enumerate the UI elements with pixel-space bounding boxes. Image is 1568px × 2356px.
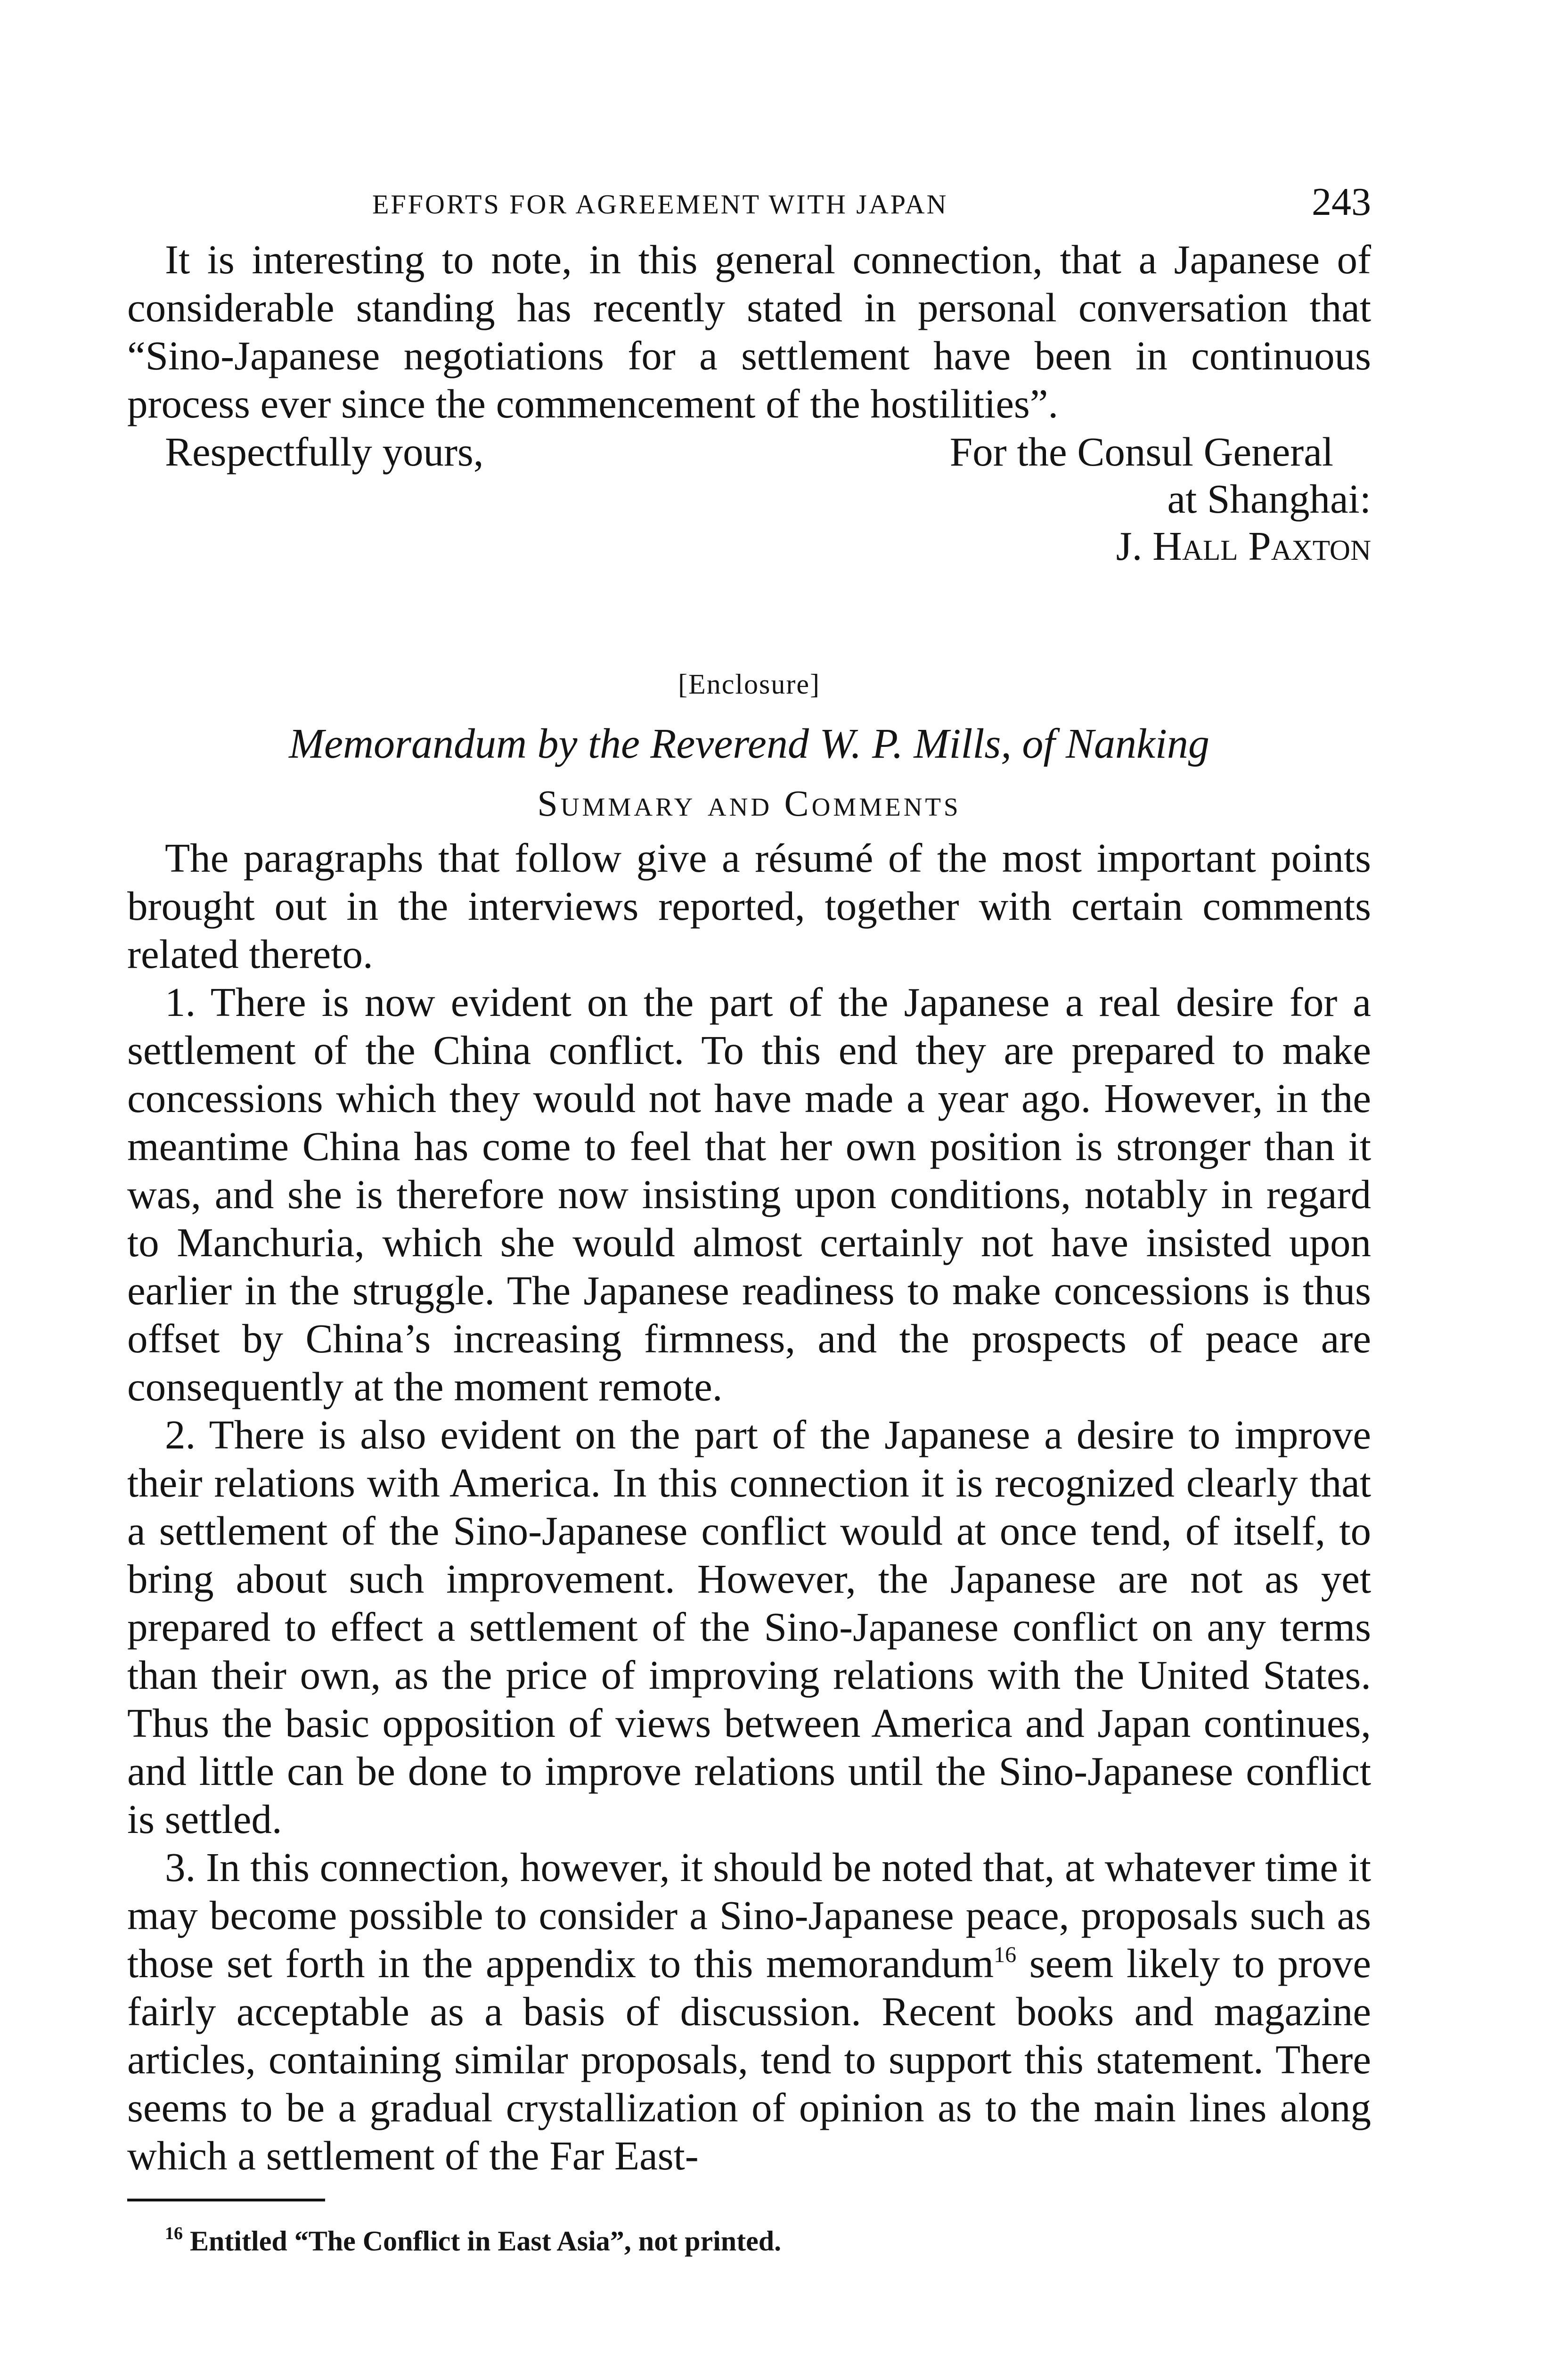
running-head [127,179,1371,236]
signature-name: J. Hall Paxton [1116,523,1371,569]
letter-body [127,236,1371,428]
page-number: 243 [1312,180,1371,224]
enclosure-label: [Enclosure] [678,669,820,700]
footnote-text: Entitled “The Conflict in East Asia”, not printed. [183,2225,782,2257]
document-page [127,179,1371,2258]
valediction: Respectfully yours, [165,429,484,474]
memo-intro-paragraph: The paragraphs that follow give a résumé of the most important points brought out in the interviews reported, together with certain comments related thereto. [127,835,1371,977]
footnote-number: 16 [165,2224,183,2243]
memo-point-1: 1. There is now evident on the part of the Japanese a real desire for a settlement of the China conflict. To this end they are prepared to make concessions which they would not have made a year ago. However, in the meantime China has come to feel that her own position is stronger than it was, and she is therefore now insisting upon conditions, notably in regard to Manchuria, which she would almost certainly not have insisted upon earlier in the struggle. The Japanese readiness to make concessions is thus offset by China’s increasing firmness, and the prospects of peace are consequently at the moment remote. [127,979,1371,1409]
letter-closing [127,428,1371,569]
footnote-reference: 16 [994,1942,1017,1967]
memo-point-3-text-end: seem likely to prove fairly acceptable as a basis of discussion. Recent books and magazine articles, containing similar proposals, tend to support this statement. There seems to be a gradual crystallization of opinion as to the main lines along which a settlement of the Far East- [127,1940,1371,2178]
signatory-title-line: For the Consul General [949,429,1333,474]
footnote [127,2225,1371,2258]
memo-body [127,834,1371,2180]
memo-point-2: 2. There is also evident on the part of the Japanese a desire to improve their relations with America. In this connection it is recognized clearly that a settlement of the Sino-Japanese conflict would at once tend, of itself, to bring about such improvement. However, the Japanese are not as yet prepared to effect a settlement of the Sino-Japanese conflict on any terms than their own, as the price of improving relations with the United States. Thus the basic opposition of views between America and Japan continues, and little can be done to improve relations until the Sino-Japanese conflict is settled. [127,1412,1371,1842]
memo-point-3 [127,1843,1371,2180]
memo-title: Memorandum by the Reverend W. P. Mills, of Nanking [289,720,1209,767]
memo-point-3-text-start: 3. In this connection, however, it should be noted that, at whatever time it may become possible to consider a Sino-Japanese peace, proposals such as those set forth in the appendix to this memorandum [127,1844,1371,1986]
letter-paragraph: It is interesting to note, in this general connection, that a Japanese of considerable standing has recently stated in personal conversation that “Sino-Japanese negotiations for a settlement have been in continuous process ever since the commencement of the hostilities”. [127,237,1371,426]
section-heading: Summary and Comments [537,783,961,824]
signatory-location-line: at Shanghai: [1167,476,1371,522]
running-title: EFFORTS FOR AGREEMENT WITH JAPAN [372,189,948,220]
footnote-divider [127,2199,325,2201]
